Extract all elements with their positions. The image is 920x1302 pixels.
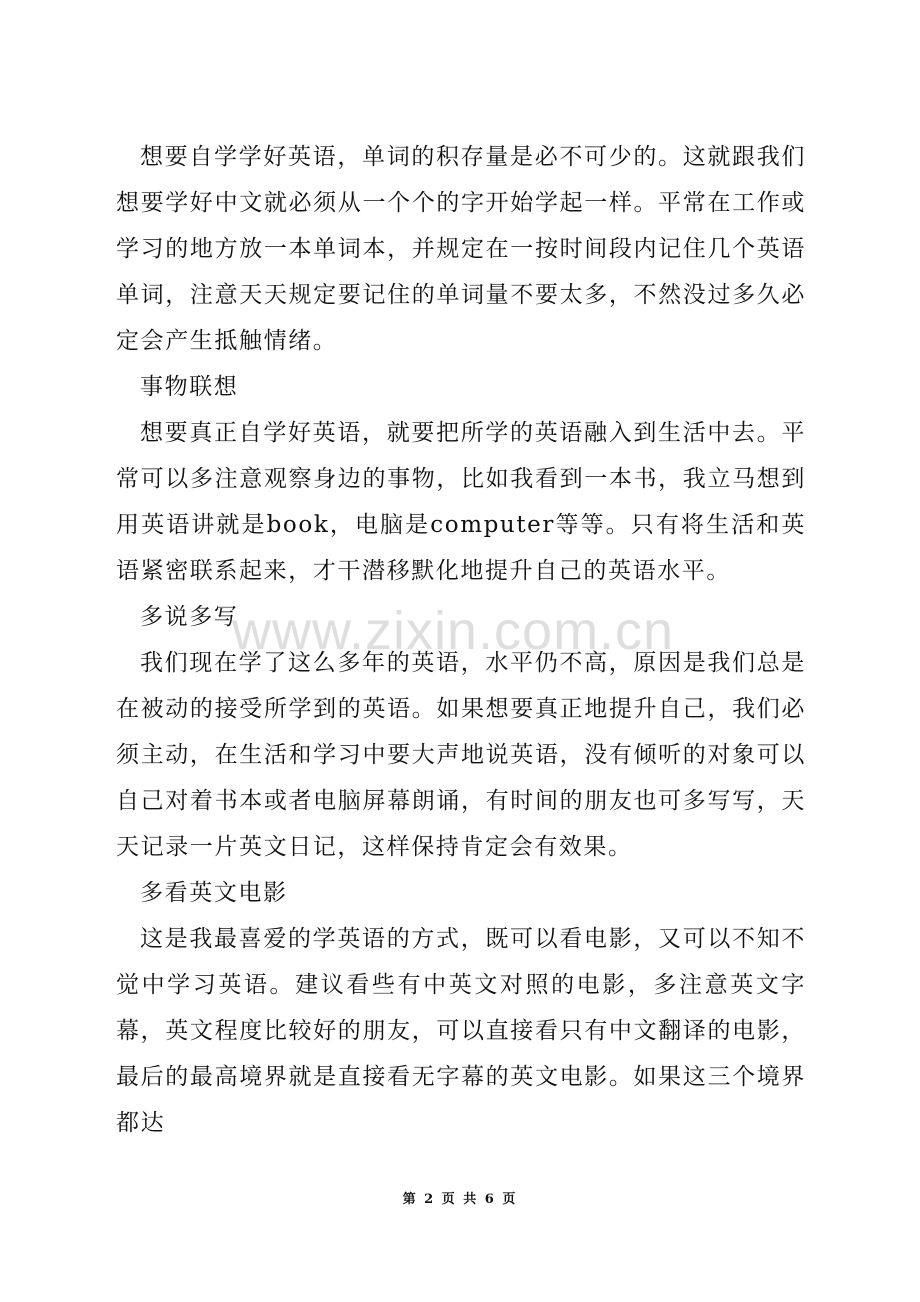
heading-speak-write-more: 多说多写 [140,604,239,630]
heading-object-association: 事物联想 [140,374,239,400]
paragraph-object-association: 想要真正自学好英语，就要把所学的英语融入到生活中去。平常可以多注意观察身边的事物，比如我看到一本书，我立马想到用英语讲就是book，电脑是computer等等。只有将生活和英语紧密联系起来，才干潜移默化地提升自己的英语水平。 [116,420,806,584]
watermark-text: www.zixin.com.cn [232,601,675,661]
paragraph-speak-write-more: 我们现在学了这么多年的英语，水平仍不高，原因是我们总是在被动的接受所学到的英语。如果想要真正地提升自己，我们必须主动，在生活和学习中要大声地说英语，没有倾听的对象可以自己对着书本或者电脑屏幕朗诵，有时间的朋友也可多写写，天天记录一片英文日记，这样保持肯定会有效果。 [116,650,806,860]
document-body [116,134,806,1146]
page-number-footer: 第 2 页 共 6 页 [402,1192,518,1207]
heading-watch-english-movies: 多看英文电影 [140,880,288,906]
paragraph-vocabulary: 想要自学学好英语，单词的积存量是必不可少的。这就跟我们想要学好中文就必须从一个个的字开始学起一样。平常在工作或学习的地方放一本单词本，并规定在一按时间段内记住几个英语单词，注意天天规定要记住的单词量不要太多，不然没过多久必定会产生抵触情绪。 [116,144,806,354]
paragraph-watch-english-movies: 这是我最喜爱的学英语的方式，既可以看电影，又可以不知不觉中学习英语。建议看些有中英文对照的电影，多注意英文字幕，英文程度比较好的朋友，可以直接看只有中文翻译的电影，最后的最高境界就是直接看无字幕的英文电影。如果这三个境界都达 [116,926,806,1136]
